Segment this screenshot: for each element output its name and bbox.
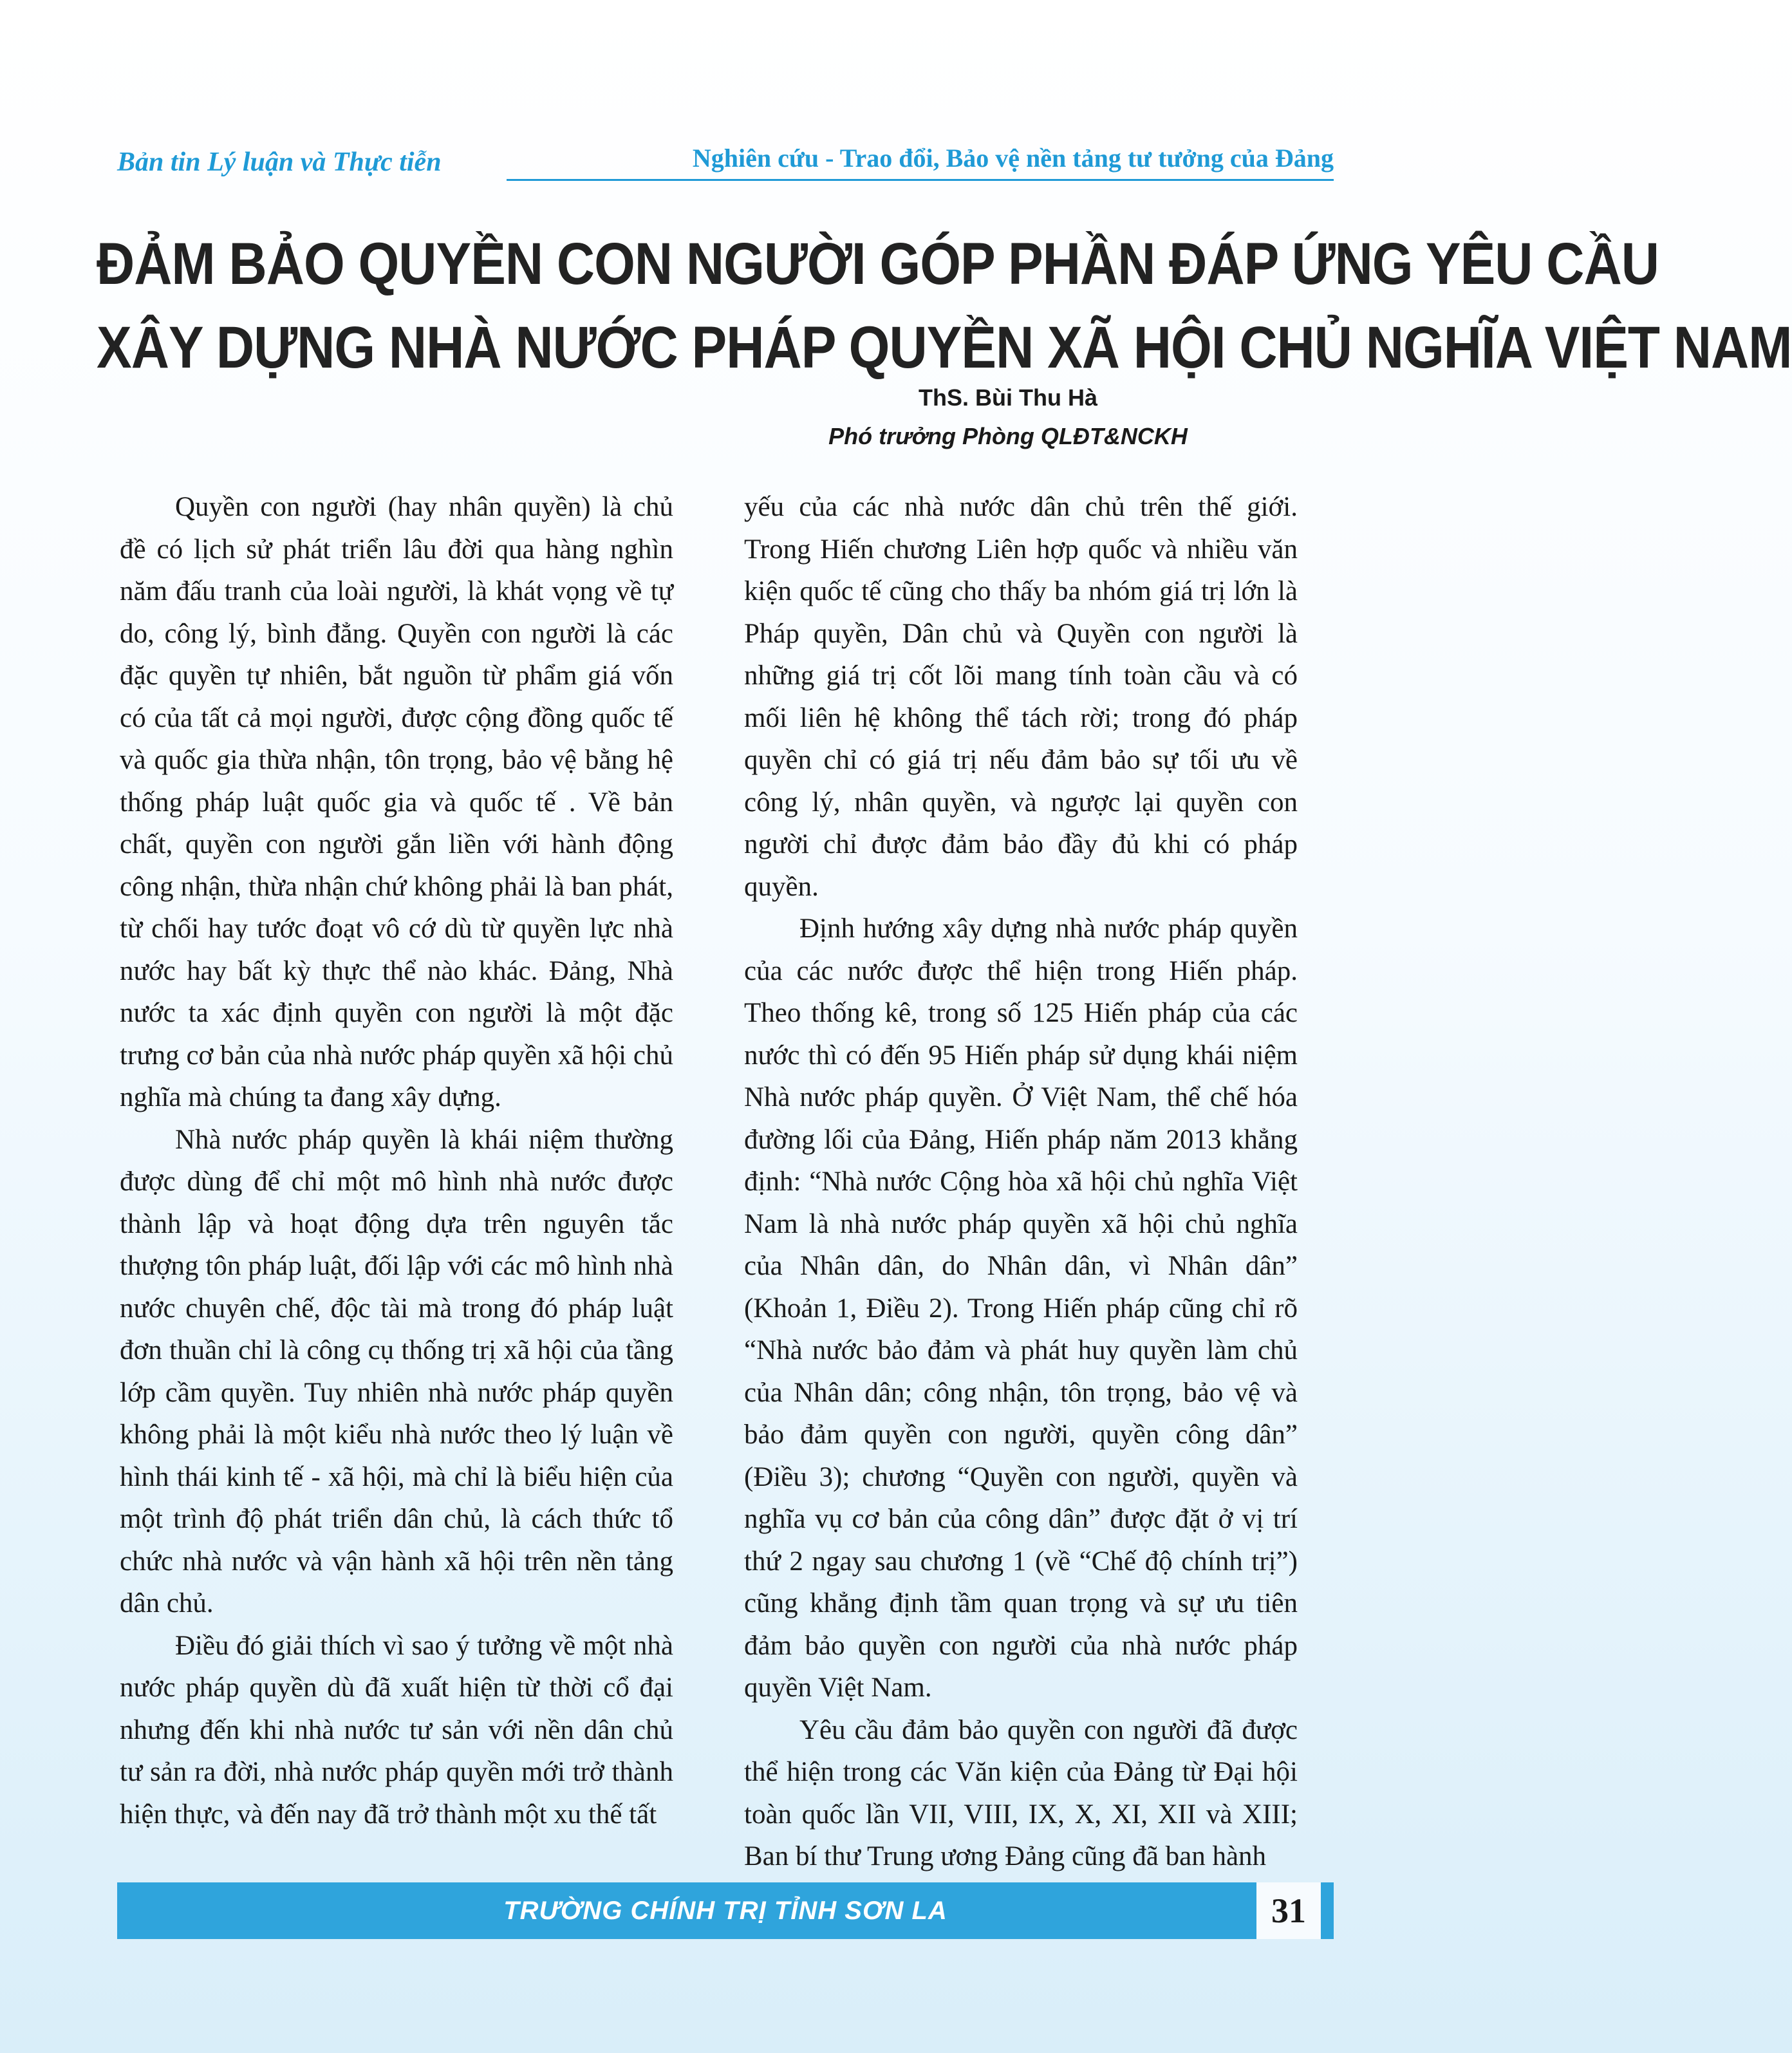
page-header: [117, 144, 1334, 185]
footer-institution: TRƯỜNG CHÍNH TRỊ TỈNH SƠN LA: [503, 1897, 947, 1925]
bulletin-title: Bản tin Lý luận và Thực tiễn: [117, 147, 442, 177]
article-title-line-1: ĐẢM BẢO QUYỀN CON NGƯỜI GÓP PHẦN ĐÁP ỨNG YÊU CẦU: [97, 231, 1659, 297]
paragraph-1: Quyền con người (hay nhân quyền) là chủ đề có lịch sử phát triển lâu đời qua hàng nghìn năm đấu tranh của loài người, là khát vọng về tự do, công lý, bình đẳng. Quyền con người là các đặc quyền tự nhiên, bắt nguồn từ phẩm giá vốn có của tất cả mọi người, được cộng đồng quốc tế và quốc gia thừa nhận, tôn trọng, bảo vệ bằng hệ thống pháp luật quốc gia và quốc tế . Về bản chất, quyền con người gắn liền với hành động công nhận, thừa nhận chứ không phải là ban phát, từ chối hay tước đoạt vô cớ dù từ quyền lực nhà nước hay bất kỳ thực thể nào khác. Đảng, Nhà nước ta xác định quyền con người là một đặc trưng cơ bản của nhà nước pháp quyền xã hội chủ nghĩa mà chúng ta đang xây dựng.: [120, 492, 673, 1112]
paragraph-4: Định hướng xây dựng nhà nước pháp quyền của các nước được thể hiện trong Hiến pháp. Theo thống kê, trong số 125 Hiến pháp của các nước thì có đến 95 Hiến pháp sử dụng khái niệm Nhà nước pháp quyền. Ở Việt Nam, thể chế hóa đường lối của Đảng, Hiến pháp năm 2013 khẳng định: “Nhà nước Cộng hòa xã hội chủ nghĩa Việt Nam là nhà nước pháp quyền xã hội chủ nghĩa của Nhân dân, do Nhân dân, vì Nhân dân” (Khoản 1, Điều 2). Trong Hiến pháp cũng chỉ rõ “Nhà nước bảo đảm và phát huy quyền làm chủ của Nhân dân; công nhận, tôn trọng, bảo vệ và bảo đảm quyền con người, quyền công dân” (Điều 3); chương “Quyền con người, quyền và nghĩa vụ cơ bản của công dân” được đặt ở vị trí thứ 2 ngay sau chương 1 (về “Chế độ chính trị”) cũng khẳng định tầm quan trọng và sự ưu tiên đảm bảo quyền con người của nhà nước pháp quyền Việt Nam.: [744, 914, 1298, 1703]
paragraph-2: Nhà nước pháp quyền là khái niệm thường được dùng để chỉ một mô hình nhà nước được thành lập và hoạt động dựa trên nguyên tắc thượng tôn pháp luật, đối lập với các mô hình nhà nước chuyên chế, độc tài mà trong đó pháp luật đơn thuần chỉ là công cụ thống trị xã hội của tầng lớp cầm quyền. Tuy nhiên nhà nước pháp quyền không phải là một kiểu nhà nước theo lý luận về hình thái kinh tế - xã hội, mà chỉ là biểu hiện của một trình độ phát triển dân chủ, là cách thức tổ chức nhà nước và vận hành xã hội trên nền tảng dân chủ.: [120, 1124, 673, 1618]
page-footer: [117, 1882, 1334, 1939]
author-block: [815, 379, 1201, 456]
article-title: [97, 223, 1792, 390]
body-column-right: [744, 486, 1298, 1871]
author-position: Phó trưởng Phòng QLĐT&NCKH: [828, 423, 1188, 449]
body-column-left: [120, 486, 673, 1830]
section-title: Nghiên cứu - Trao đổi, Bảo vệ nền tảng tư tưởng của Đảng: [692, 144, 1334, 173]
header-rule: [507, 179, 1334, 181]
paragraph-3: Điều đó giải thích vì sao ý tưởng về một nhà nước pháp quyền dù đã xuất hiện từ thời cổ đại nhưng đến khi nhà nước tư sản với nền dân chủ tư sản ra đời, nhà nước pháp quyền mới trở thành hiện thực, và đến nay đã trở thành một xu thế tất: [120, 1630, 673, 1830]
page-number: 31: [1256, 1882, 1321, 1939]
article-title-line-2: XÂY DỰNG NHÀ NƯỚC PHÁP QUYỀN XÃ HỘI CHỦ NGHĨA VIỆT NAM: [97, 315, 1792, 381]
author-name: ThS. Bùi Thu Hà: [919, 384, 1097, 411]
paragraph-3-continued: yếu của các nhà nước dân chủ trên thế giới. Trong Hiến chương Liên hợp quốc và nhiều văn kiện quốc tế cũng cho thấy ba nhóm giá trị lớn là Pháp quyền, Dân chủ và Quyền con người là những giá trị cốt lõi mang tính toàn cầu và có mối liên hệ không thể tách rời; trong đó pháp quyền chỉ có giá trị nếu đảm bảo sự tối ưu về công lý, nhân quyền, và ngược lại quyền con người chỉ được đảm bảo đầy đủ khi có pháp quyền.: [744, 492, 1298, 902]
paragraph-5: Yêu cầu đảm bảo quyền con người đã được thể hiện trong các Văn kiện của Đảng từ Đại hội toàn quốc lần VII, VIII, IX, X, XI, XII và XIII; Ban bí thư Trung ương Đảng cũng đã ban hành: [744, 1714, 1298, 1871]
